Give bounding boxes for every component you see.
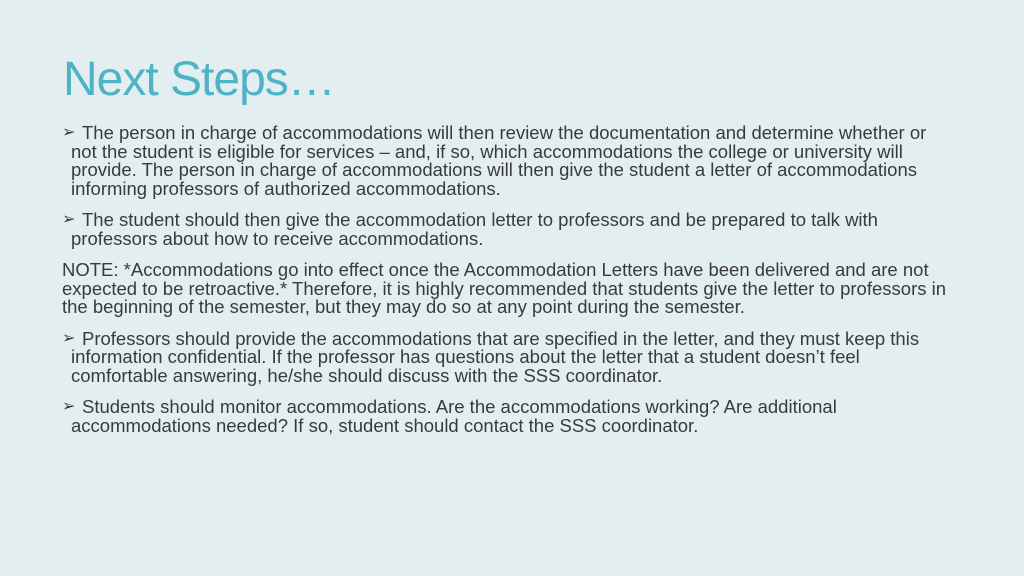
list-item [62,124,952,198]
arrow-bullet-icon: ➢ [62,124,76,141]
list-item [62,327,952,386]
arrow-bullet-icon: ➢ [62,329,76,347]
slide-content [62,124,952,448]
list-item-text: The person in charge of accommodations will then review the documentation and determine whether or not the student is eligible for services – and, if so, which accommodations the college or university will provide. The person in charge of accommodations will then give the student a letter of accommodations informing professors of authorized accommodations. [71,122,927,199]
note-paragraph [62,261,952,317]
note-text: NOTE: *Accommodations go into effect once the Accommodation Letters have been delivered and are not expected to be retroactive.* Therefore, it is highly recommended that students give the letter to professors in the beginning of the semester, but they may do so at any point during the semester. [62,259,947,317]
list-item-text: Professors should provide the accommodations that are specified in the letter, and they must keep this information confidential. If the professor has questions about the letter that a student doesn’t feel comfortable answering, he/she should discuss with the SSS coordinator. [71,327,920,386]
arrow-bullet-icon: ➢ [62,398,76,415]
list-item-text: Students should monitor accommodations. Are the accommodations working? Are additional accommodations needed? If so, student should contact the SSS coordinator. [71,396,837,436]
list-item [62,398,952,435]
list-item-text: The student should then give the accommodation letter to professors and be prepared to talk with professors about how to receive accommodations. [71,209,878,249]
arrow-bullet-icon: ➢ [62,211,76,228]
list-item [62,211,952,248]
slide-title: Next Steps… [63,53,335,106]
